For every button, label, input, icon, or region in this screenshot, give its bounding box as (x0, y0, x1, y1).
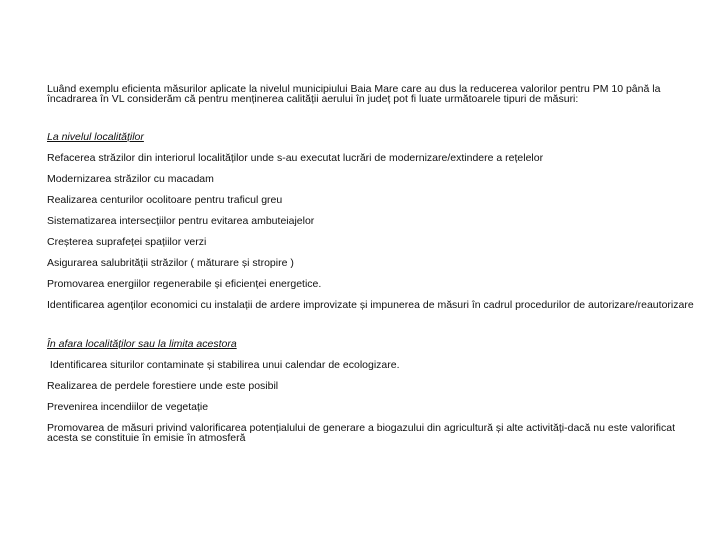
list-item: Identificarea agenților economici cu instalații de ardere improvizate și impunerea de măsuri în cadrul procedurilor de autorizare/reautorizare (47, 299, 694, 311)
list-item: Realizarea centurilor ocolitoare pentru traficul greu (47, 194, 283, 206)
list-item: Creșterea suprafeței spațiilor verzi (47, 236, 207, 248)
section-heading-localities: La nivelul localităților (47, 131, 144, 143)
intro-paragraph: Luând exemplu eficienta măsurilor aplicate la nivelul municipiului Baia Mare care au dus la reducerea valorilor pentru PM 10 până la încadrarea în VL considerăm că pentru menținerea calității aerului în județ pot fi luate următoarele tipuri de măsuri: (47, 83, 661, 105)
list-item: Asigurarea salubrității străzilor ( măturare și stropire ) (47, 257, 294, 269)
list-item: Realizarea de perdele forestiere unde este posibil (47, 380, 279, 392)
section-heading-outside-localities: În afara localităților sau la limita acestora (47, 338, 237, 350)
list-item: Prevenirea incendiilor de vegetație (47, 401, 209, 413)
list-item: Promovarea energiilor regenerabile și eficienței energetice. (47, 278, 322, 290)
document-body (47, 84, 702, 454)
list-item: Modernizarea străzilor cu macadam (47, 173, 214, 185)
list-item: Refacerea străzilor din interiorul localităților unde s-au executat lucrări de modernizare/extindere a rețelelor (47, 152, 544, 164)
list-item: Sistematizarea intersecțiilor pentru evitarea ambuteiajelor (47, 215, 315, 227)
section-spacer (47, 321, 702, 339)
list-item: Identificarea siturilor contaminate și stabilirea unui calendar de ecologizare. (47, 359, 400, 371)
list-item: Promovarea de măsuri privind valorificarea potențialului de generare a biogazului din agricultură și alte activități-dacă nu este valorificat acesta se constituie în emisie în atmosferă (47, 422, 676, 444)
